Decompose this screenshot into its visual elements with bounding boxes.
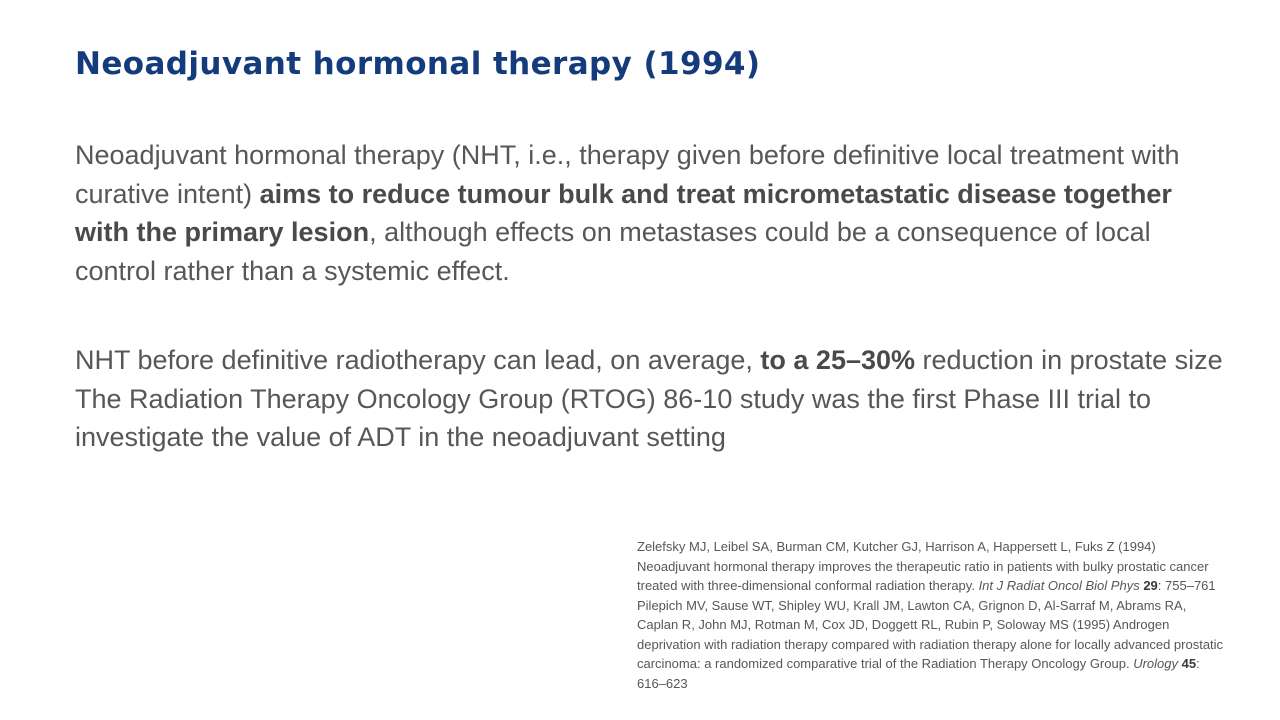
reference-journal: Urology — [1133, 656, 1178, 671]
paragraph-text: Neoadjuvant hormonal therapy (NHT, i.e., therapy given before definitive local treatment with curative intent) — [75, 140, 1180, 209]
reference-pages: : 616–623 — [637, 656, 1200, 691]
reference-journal: Int J Radiat Oncol Biol Phys — [978, 578, 1140, 593]
references-block — [637, 537, 1227, 693]
paragraph-emphasis: to a 25–30% — [760, 345, 916, 375]
reference-pages: : 755–761 — [1157, 578, 1216, 593]
paragraph-text: reduction in prostate size The Radiation Therapy Oncology Group (RTOG) 86-10 study was the first Phase III trial to investigate the value of ADT in the neoadjuvant setting — [75, 345, 1223, 452]
paragraph-text: NHT before definitive radiotherapy can lead, on average, — [75, 345, 761, 375]
paragraph-text: , although effects on metastases could be a consequence of local control rather than a systemic effect. — [75, 217, 1151, 286]
reference-item — [637, 537, 1227, 596]
slide-title: Neoadjuvant hormonal therapy (1994) — [75, 46, 761, 82]
paragraph-nht-radiotherapy — [75, 341, 1225, 457]
reference-volume: 45 — [1181, 656, 1197, 671]
reference-volume: 29 — [1143, 578, 1158, 593]
paragraph-emphasis: aims to reduce tumour bulk and treat micrometastatic disease together with the primary lesion — [75, 178, 1172, 247]
paragraph-nht-definition — [75, 136, 1225, 290]
reference-text: Pilepich MV, Sause WT, Shipley WU, Krall JM, Lawton CA, Grignon D, Al-Sarraf M, Abrams RA, Caplan R, John MJ, Rotman M, Cox JD, Doggett RL, Rubin P, Soloway MS (1995) Androgen deprivation with radiation therapy compared with radiation therapy alone for locally advanced prostatic carcinoma: a randomized comparative trial of the Radiation Therapy Oncology Group. — [637, 597, 1224, 671]
reference-text: Zelefsky MJ, Leibel SA, Burman CM, Kutcher GJ, Harrison A, Happersett L, Fuks Z (1994) Neoadjuvant hormonal therapy improves the therapeutic ratio in patients with bulky prostatic cancer treated with three-dimensional conformal radiation therapy. — [637, 539, 1209, 593]
reference-item — [637, 596, 1227, 694]
